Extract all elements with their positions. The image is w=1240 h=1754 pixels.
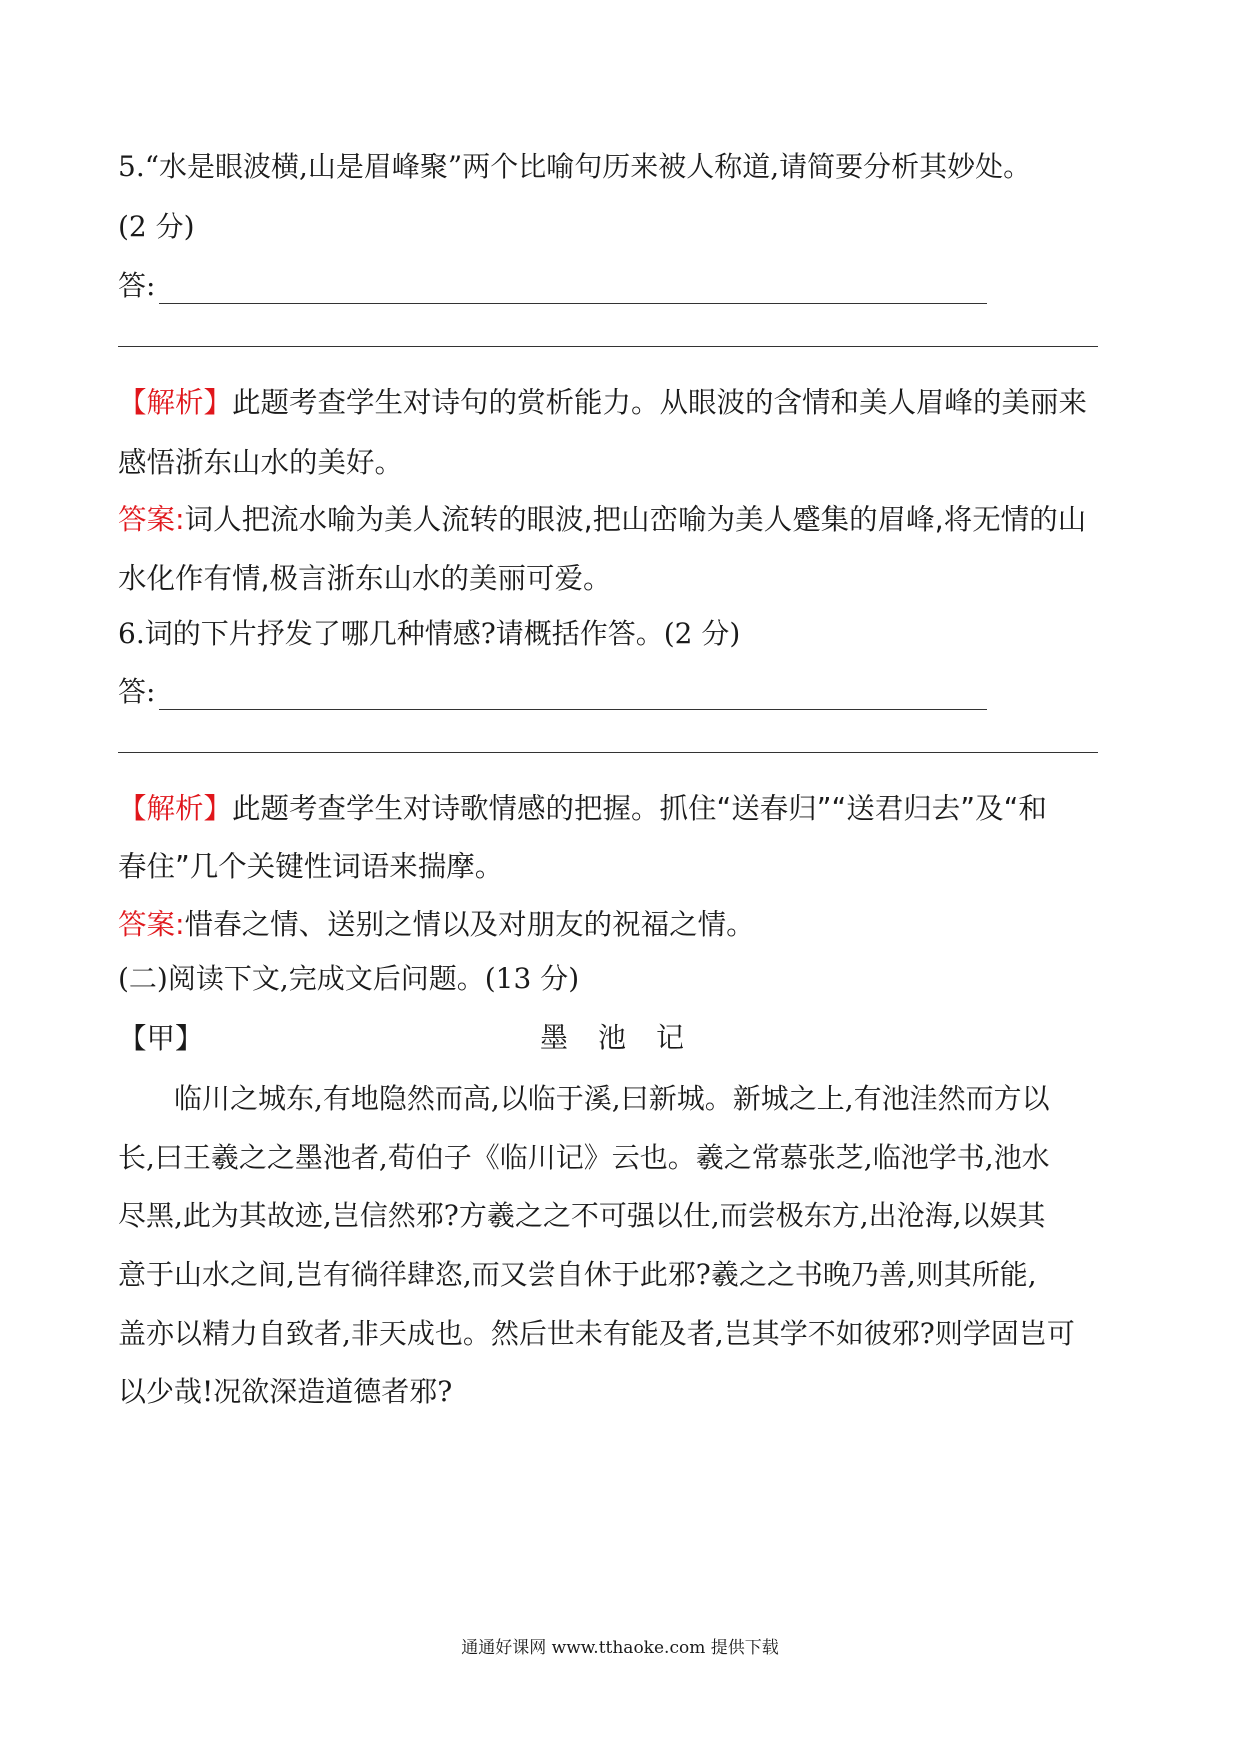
answer-key-tag: 答案: — [118, 503, 185, 536]
answer-key-tag: 答案: — [118, 908, 185, 941]
section-2-label: 【甲】 — [118, 1022, 204, 1055]
passage-line: 临川之城东,有地隐然而高,以临于溪,曰新城。新城之上,有池洼然而方以 — [174, 1082, 1050, 1115]
analysis-tag: 【解析】 — [118, 792, 233, 825]
answer-blank-line — [118, 752, 1098, 753]
question-6-text: 6.词的下片抒发了哪几种情感?请概括作答。(2 分) — [118, 617, 741, 650]
question-6-answer-key-line-1 — [118, 902, 1130, 943]
passage-line: 以少哉!况欲深造道德者邪? — [118, 1375, 453, 1408]
question-6-analysis-line-1 — [118, 786, 1130, 827]
question-5-text: 5.“水是眼波横,山是眉峰聚”两个比喻句历来被人称道,请简要分析其妙处。 — [118, 150, 1032, 183]
analysis-text: 此题考查学生对诗句的赏析能力。从眼波的含情和美人眉峰的美丽来 — [232, 386, 1088, 419]
question-6-analysis-line-2: 春住”几个关键性词语来揣摩。 — [118, 850, 504, 883]
analysis-text: 此题考查学生对诗歌情感的把握。抓住“送春归”“送君归去”及“和 — [232, 792, 1047, 825]
question-5-analysis-line-1 — [118, 380, 1130, 421]
page-footer: 通通好课网 www.tthaoke.com 提供下载 — [461, 1638, 779, 1658]
answer-prefix: 答: — [118, 675, 156, 708]
section-2-heading: (二)阅读下文,完成文后问题。(13 分) — [118, 962, 580, 995]
question-5-analysis-line-2: 感悟浙东山水的美好。 — [118, 446, 404, 479]
answer-blank — [159, 299, 987, 304]
question-5-answer-key-line-1 — [118, 497, 1130, 538]
answer-prefix: 答: — [118, 269, 156, 302]
analysis-tag: 【解析】 — [118, 386, 233, 419]
answer-blank-line — [118, 346, 1098, 347]
answer-blank — [159, 705, 987, 710]
passage-line: 尽黑,此为其故迹,岂信然邪?方羲之之不可强以仕,而尝极东方,出沧海,以娱其 — [118, 1199, 1046, 1232]
passage-line: 盖亦以精力自致者,非天成也。然后世未有能及者,岂其学不如彼邪?则学固岂可 — [118, 1317, 1075, 1350]
passage-line: 意于山水之间,岂有徜徉肆恣,而又尝自休于此邪?羲之之书晚乃善,则其所能, — [118, 1258, 1037, 1291]
question-5-score: (2 分) — [118, 210, 195, 243]
passage-title: 墨池记 — [540, 1021, 715, 1054]
answer-key-text: 词人把流水喻为美人流转的眼波,把山峦喻为美人蹙集的眉峰,将无情的山 — [184, 503, 1087, 536]
answer-key-text: 惜春之情、送别之情以及对朋友的祝福之情。 — [184, 908, 755, 941]
question-6-answer-line — [118, 670, 1130, 710]
question-5-answer-key-line-2: 水化作有情,极言浙东山水的美丽可爱。 — [118, 562, 612, 595]
passage-line: 长,曰王羲之之墨池者,荀伯子《临川记》云也。羲之常慕张芝,临池学书,池水 — [118, 1141, 1050, 1174]
question-5-answer-line — [118, 264, 1130, 304]
